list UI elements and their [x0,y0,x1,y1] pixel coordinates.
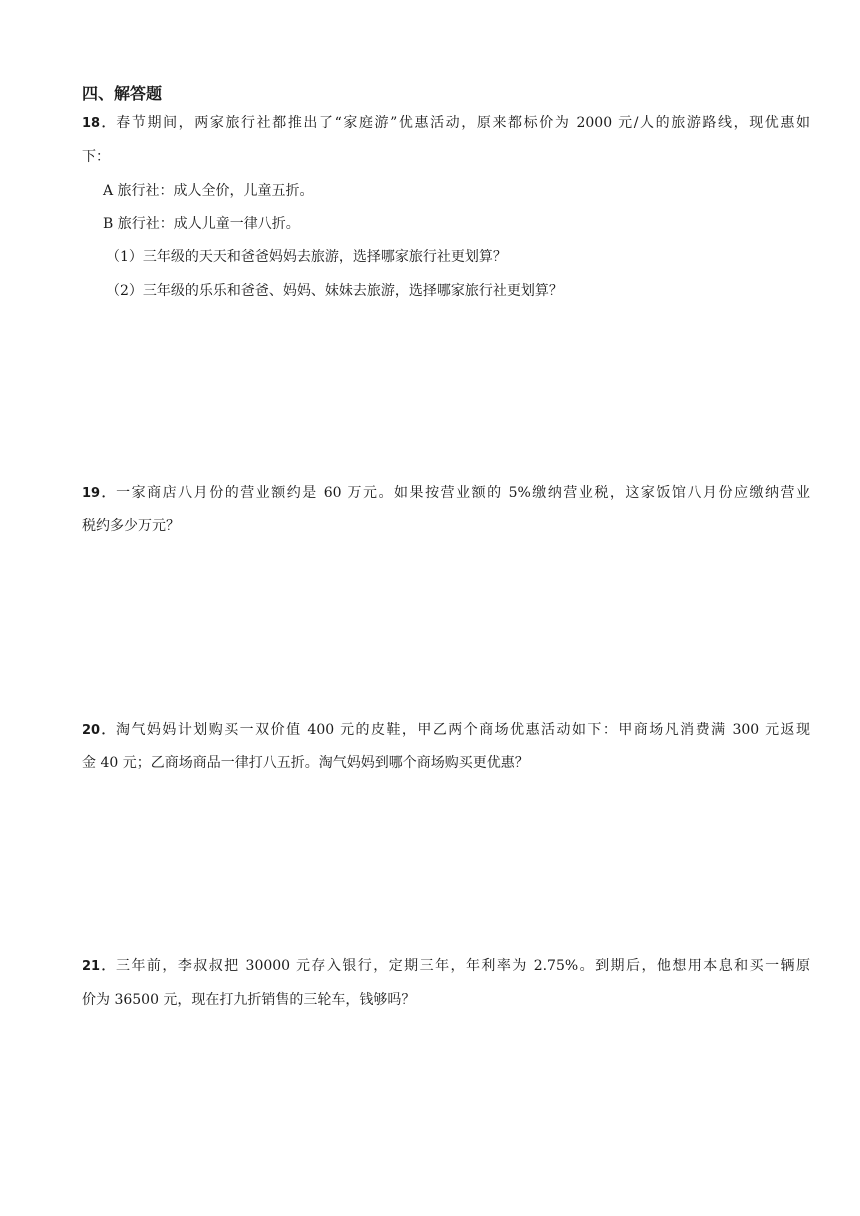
question-18-line-1 [82,113,810,134]
question-19-number: 19． [82,486,117,501]
question-18-option-b: B 旅行社：成人儿童一律八折。 [103,216,300,232]
question-20-number: 20． [82,723,117,738]
question-18-sub-2: （2）三年级的乐乐和爸爸、妈妈、妹妹去旅游，选择哪家旅行社更划算？ [106,283,563,299]
section-heading: 四、解答题 [82,84,163,103]
question-21-line-1 [82,956,810,977]
question-18-text-1: 春节期间，两家旅行社都推出了“家庭游”优惠活动，原来都标价为 2000 元/人的旅游路线，现优惠如 [116,115,810,131]
question-19-text-2: 税约多少万元？ [82,518,180,534]
question-19-line-1 [82,483,810,504]
question-18-sub-1: （1）三年级的天天和爸爸妈妈去旅游，选择哪家旅行社更划算？ [106,249,507,265]
question-18-number: 18． [82,116,117,131]
question-21-text-2: 价为 36500 元，现在打九折销售的三轮车，钱够吗？ [82,992,416,1008]
question-20-line-1 [82,720,810,741]
question-20-text-1: 淘气妈妈计划购买一双价值 400 元的皮鞋，甲乙两个商场优惠活动如下：甲商场凡消费满 300 元返现 [116,722,810,738]
question-19-text-1: 一家商店八月份的营业额约是 60 万元。如果按营业额的 5%缴纳营业税，这家饭馆八月份应缴纳营业 [116,485,811,501]
question-21-text-1: 三年前，李叔叔把 30000 元存入银行，定期三年，年利率为 2.75%。到期后，他想用本息和买一辆原 [116,958,810,974]
question-18-text-2: 下： [82,149,110,165]
question-18-option-a: A 旅行社：成人全价，儿童五折。 [103,183,314,199]
question-20-text-2: 金 40 元；乙商场商品一律打八五折。淘气妈妈到哪个商场购买更优惠？ [82,755,529,771]
question-21-number: 21． [82,959,116,974]
